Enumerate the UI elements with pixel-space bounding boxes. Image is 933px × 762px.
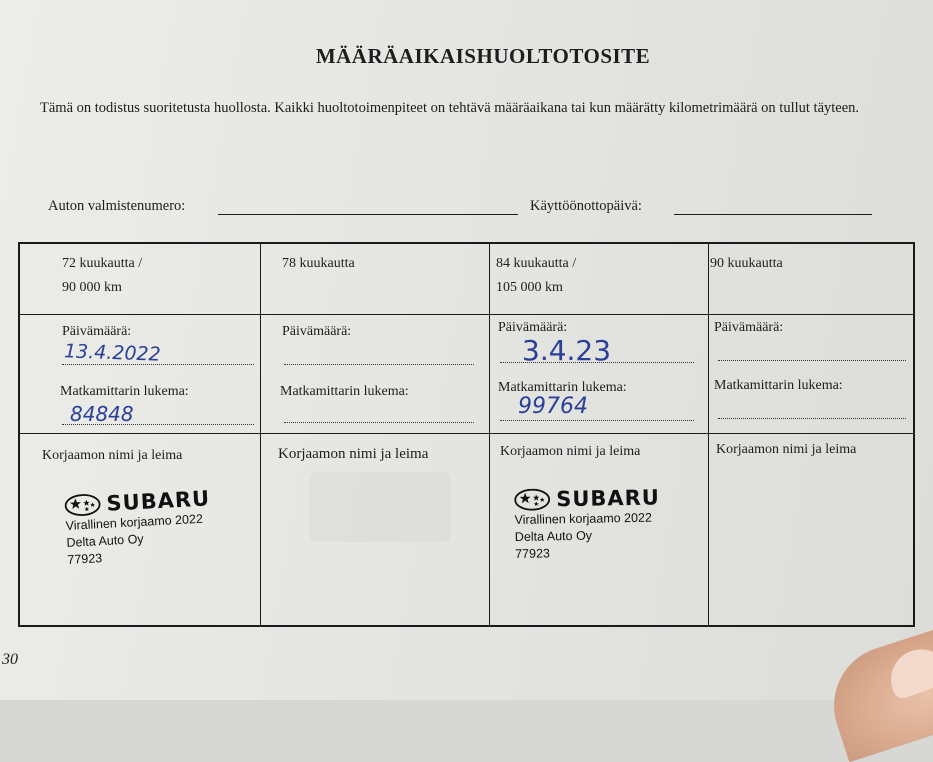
odometer-label: Matkamittarin lukema:: [280, 384, 409, 399]
period-label: 90 kuukautta: [710, 256, 783, 271]
shop-label: Korjaamon nimi ja leima: [716, 442, 857, 457]
date-handwritten: 13.4.2022: [63, 340, 162, 366]
dealer-stamp: [64, 486, 213, 569]
stamp-line: Delta Auto Oy: [66, 531, 144, 550]
vehicle-info-row: [48, 196, 878, 220]
date-field[interactable]: [284, 364, 474, 365]
first-use-date-field[interactable]: [674, 214, 872, 215]
intro-text: Tämä on todistus suoritetusta huollosta. Kaikki huoltotoimenpiteet on tehtävä määräaikana tai kun määrätty kilometrimäärä on tullut täyteen.: [40, 100, 860, 116]
date-handwritten: 3.4.23: [522, 334, 612, 367]
odometer-field[interactable]: [62, 424, 254, 425]
date-field[interactable]: [718, 360, 906, 361]
vin-label: Auton valmistenumero:: [48, 198, 186, 214]
row-divider: [20, 433, 913, 434]
vin-field[interactable]: [218, 214, 518, 215]
page-title: MÄÄRÄAIKAISHUOLTOTOSITE: [315, 44, 651, 68]
faded-stamp-imprint: [310, 472, 450, 542]
shop-label: Korjaamon nimi ja leima: [278, 446, 429, 462]
stamp-line: 77923: [67, 551, 103, 567]
date-label: Päivämäärä:: [282, 324, 352, 339]
odometer-field[interactable]: [284, 422, 474, 423]
shop-label: Korjaamon nimi ja leima: [42, 448, 183, 463]
odometer-handwritten: 99764: [518, 394, 588, 419]
shop-label: Korjaamon nimi ja leima: [500, 444, 641, 459]
stamp-brand: SUBARU: [105, 486, 211, 516]
column-divider: [708, 244, 709, 625]
page-number: 30: [2, 651, 18, 668]
date-field[interactable]: [62, 364, 254, 365]
period-label: 78 kuukautta: [282, 256, 355, 271]
stamp-line: Virallinen korjaamo 2022: [514, 510, 653, 527]
date-label: Päivämäärä:: [62, 324, 132, 339]
stamp-brand: SUBARU: [555, 485, 661, 512]
date-field[interactable]: [500, 362, 694, 363]
row-divider: [20, 314, 913, 315]
date-label: Päivämäärä:: [498, 320, 568, 335]
stamp-line: Virallinen korjaamo 2022: [65, 511, 204, 533]
period-label: 84 kuukautta / 105 000 km: [496, 256, 577, 295]
first-use-date-label: Käyttöönottopäivä:: [530, 198, 642, 214]
odometer-handwritten: 84848: [70, 402, 134, 426]
odometer-label: Matkamittarin lukema:: [498, 380, 627, 395]
period-label: 72 kuukautta / 90 000 km: [62, 256, 143, 295]
stamp-line: Delta Auto Oy: [514, 528, 593, 544]
odometer-label: Matkamittarin lukema:: [714, 378, 843, 393]
subaru-stars-icon: [64, 493, 101, 517]
service-table: [18, 242, 915, 627]
subaru-stars-icon: [514, 488, 550, 511]
stamp-line: 77923: [515, 546, 551, 561]
dealer-stamp: [514, 485, 661, 563]
odometer-field[interactable]: [718, 418, 906, 419]
date-label: Päivämäärä:: [714, 320, 784, 335]
odometer-field[interactable]: [500, 420, 694, 421]
column-divider: [260, 244, 261, 625]
column-divider: [489, 244, 490, 625]
odometer-label: Matkamittarin lukema:: [60, 384, 189, 399]
